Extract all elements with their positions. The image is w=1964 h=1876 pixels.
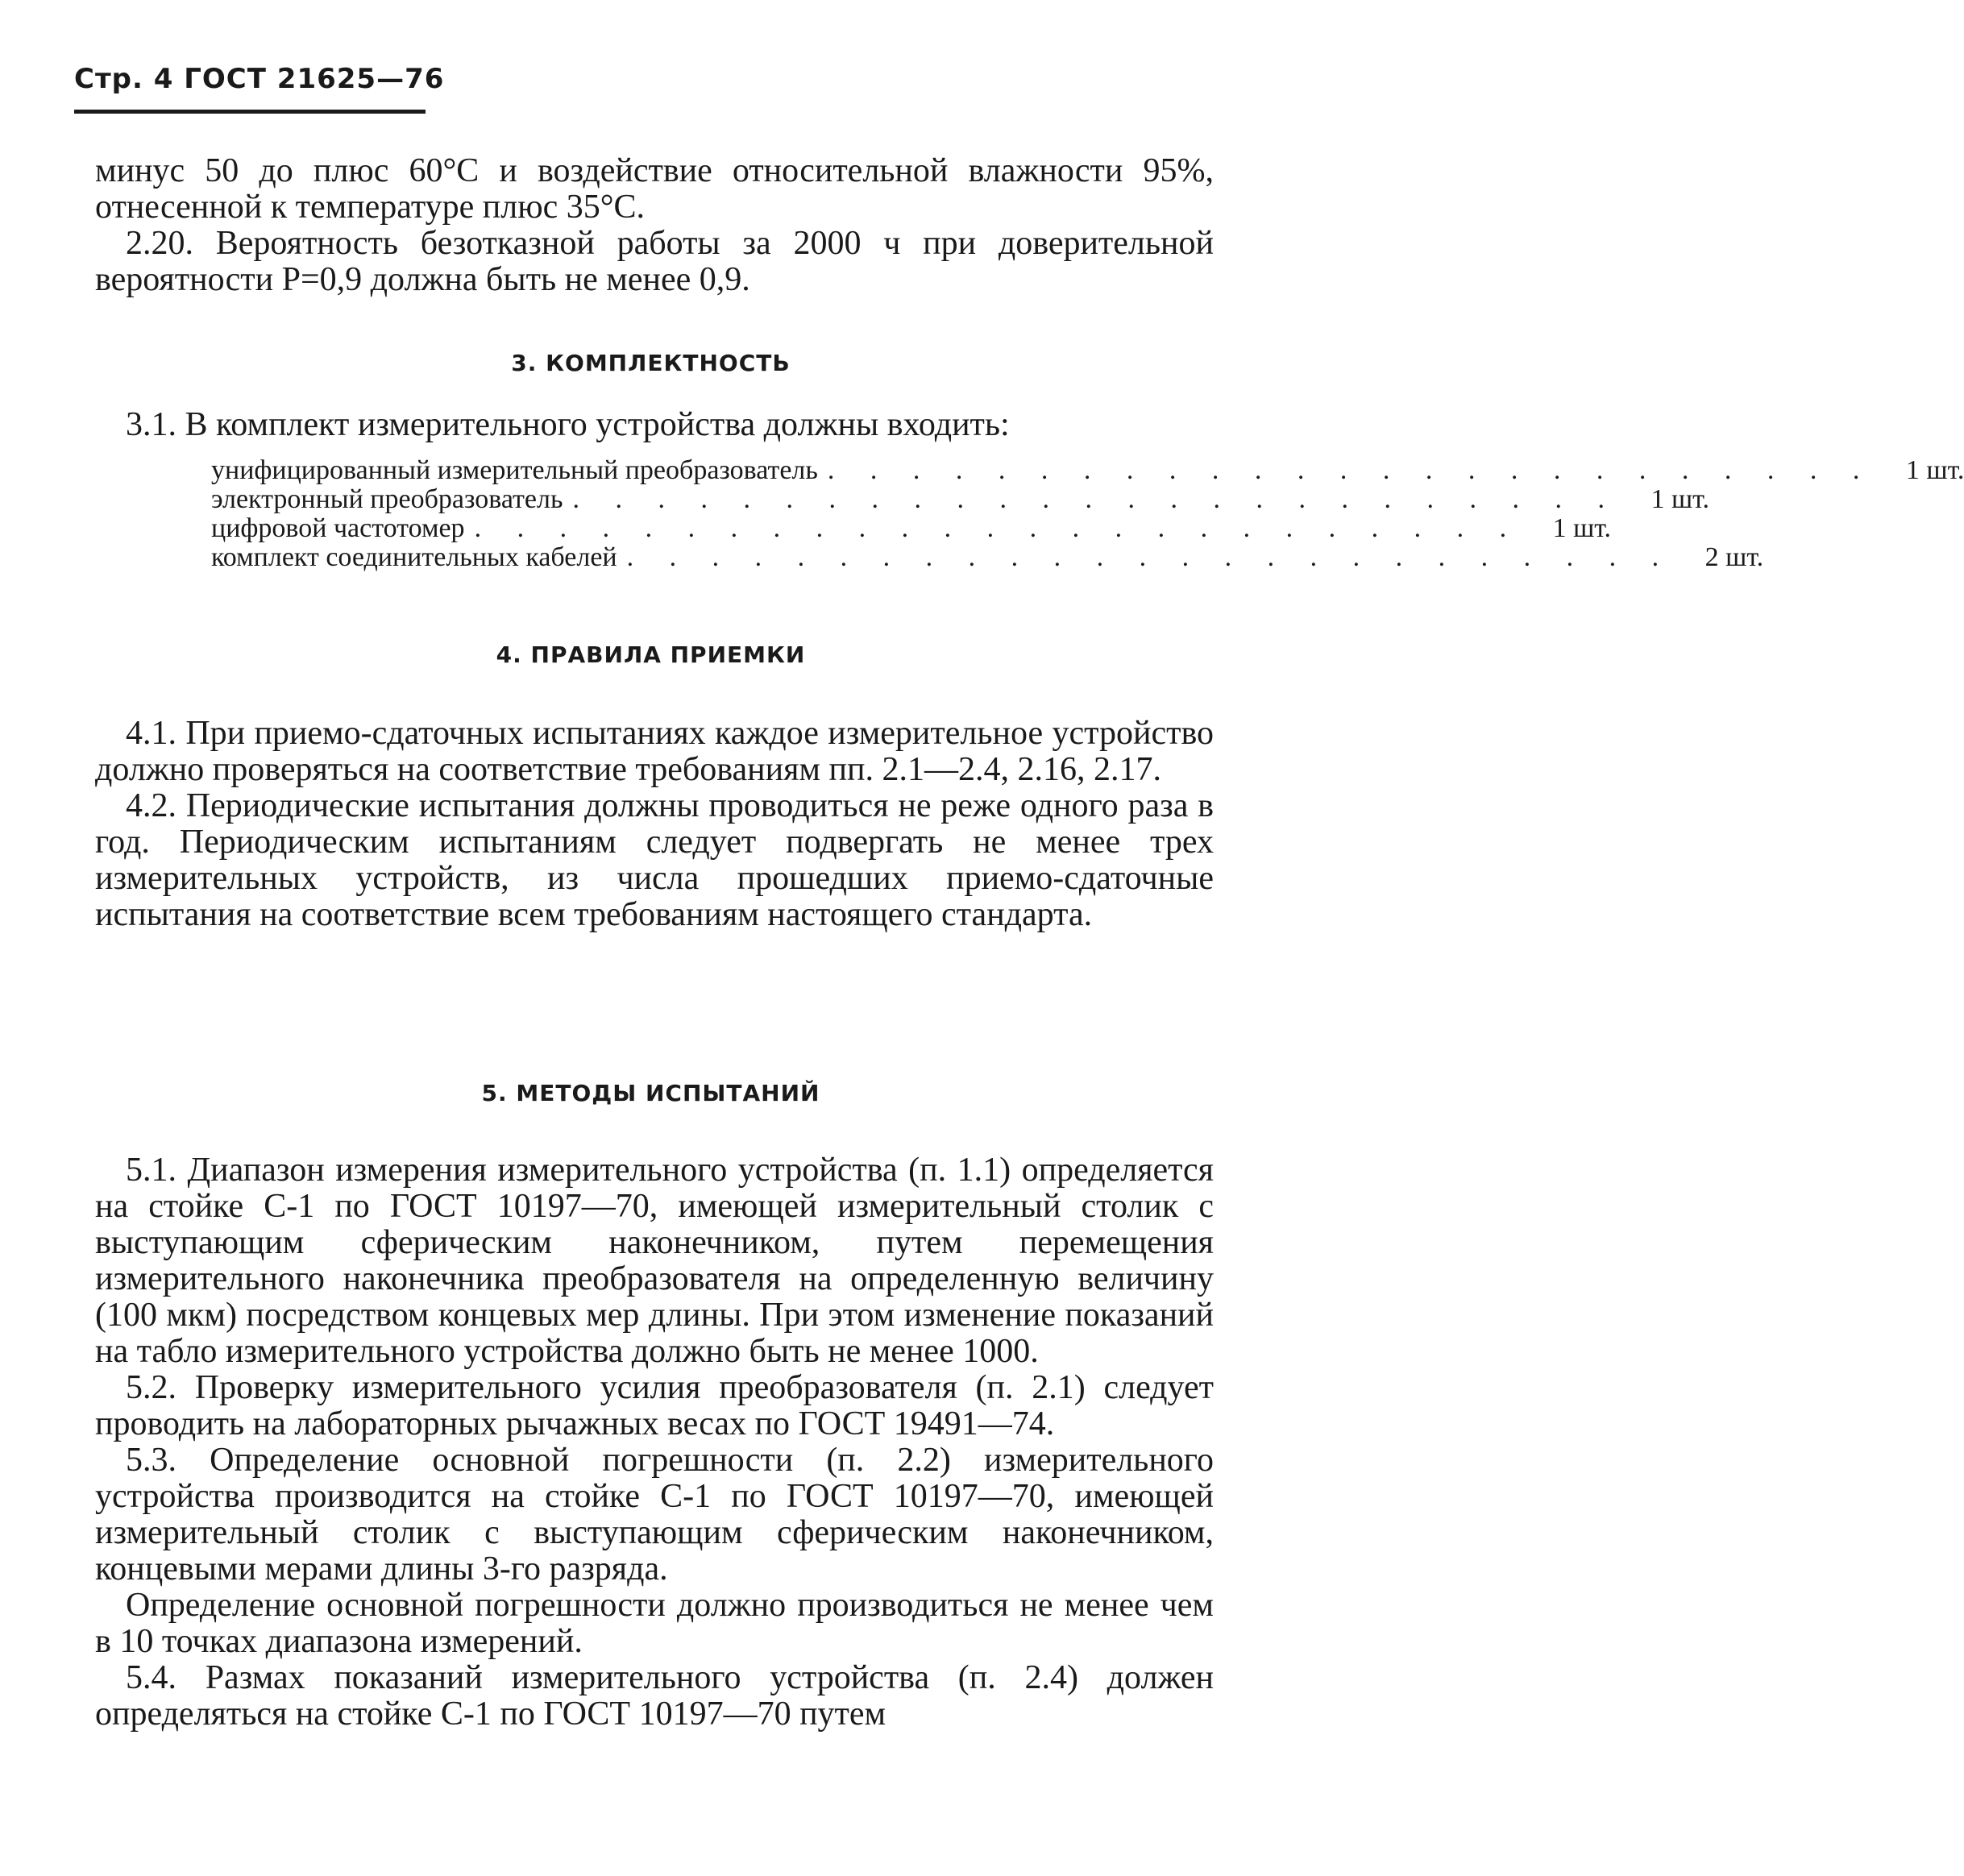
kit-item bbox=[211, 484, 1709, 514]
kit-item bbox=[211, 542, 1764, 572]
kit-items-list bbox=[211, 455, 1964, 572]
paragraph-5-3-note: Определение основной погрешности должно производиться не менее чем в 10 точках диапазона измерений. bbox=[95, 1587, 1214, 1660]
section-2-continuation bbox=[95, 153, 1214, 298]
paragraph-2-20: 2.20. Вероятность безотказной работы за 2000 ч при доверительной вероятности P=0,9 должна быть не менее 0,9. bbox=[95, 225, 1214, 298]
leader-dots: . . . . . . . . . . . . . . . . . . . . . . . . . bbox=[827, 455, 1875, 485]
kit-item bbox=[211, 513, 1612, 543]
paragraph-4-2: 4.2. Периодические испытания должны проводиться не реже одного раза в год. Периодическим испытаниям следует подвергать не менее трех измерительных устройств, из числа прошедших приемо-сдаточные испытания на соответствие всем требованиям настоящего стандарта. bbox=[95, 787, 1214, 933]
paragraph-5-2: 5.2. Проверку измерительного усилия преобразователя (п. 2.1) следует проводить на лабораторных рычажных весах по ГОСТ 19491—74. bbox=[95, 1369, 1214, 1442]
page-header: Стр. 4 ГОСТ 21625—76 bbox=[74, 63, 445, 95]
leader-dots: . . . . . . . . . . . . . . . . . . . . . . . . . bbox=[474, 513, 1522, 543]
paragraph-5-1: 5.1. Диапазон измерения измерительного устройства (п. 1.1) определяется на стойке С-1 по ГОСТ 10197—70, имеющей измерительный столик с выступающим сферическим наконечником, путем перемещения измерительного наконечника преобразователя на определенную величину (100 мкм) посредством концевых мер длины. При этом изменение показаний на табло измерительного устройства должно быть не менее 1000. bbox=[95, 1152, 1214, 1370]
section-3-heading: 3. КОМПЛЕКТНОСТЬ bbox=[511, 350, 791, 376]
leader-dots: . . . . . . . . . . . . . . . . . . . . . . . . . bbox=[626, 542, 1674, 572]
leader-dots: . . . . . . . . . . . . . . . . . . . . . . . . . bbox=[572, 484, 1619, 514]
paragraph-2-19-end: минус 50 до плюс 60°С и воздействие относительной влажности 95%, отнесенной к температуре плюс 35°С. bbox=[95, 152, 1214, 226]
paragraph-5-4: 5.4. Размах показаний измерительного устройства (п. 2.4) должен определяться на стойке С-1 по ГОСТ 10197—70 путем bbox=[95, 1659, 1214, 1733]
section-5-heading: 5. МЕТОДЫ ИСПЫТАНИЙ bbox=[481, 1080, 820, 1106]
kit-item-qty: 2 шт. bbox=[1704, 542, 1764, 572]
section-4-body bbox=[95, 716, 1214, 933]
section-4-heading: 4. ПРАВИЛА ПРИЕМКИ bbox=[496, 641, 806, 668]
paragraph-3-1: 3.1. В комплект измерительного устройства должны входить: bbox=[126, 406, 1010, 443]
kit-item-name: цифровой частотомер bbox=[211, 513, 465, 543]
paragraph-4-1: 4.1. При приемо-сдаточных испытаниях каждое измерительное устройство должно проверяться на соответствие требованиям пп. 2.1—2.4, 2.16, 2.17. bbox=[95, 715, 1214, 788]
kit-item bbox=[211, 455, 1964, 485]
kit-item-qty: 1 шт. bbox=[1552, 513, 1612, 543]
section-3-intro bbox=[95, 407, 1214, 443]
kit-item-qty: 1 шт. bbox=[1651, 484, 1709, 514]
header-rule bbox=[74, 110, 426, 114]
paragraph-5-3: 5.3. Определение основной погрешности (п. 2.2) измерительного устройства производится на стойке С-1 по ГОСТ 10197—70, имеющей измерительный столик с выступающим сферическим наконечником, концевыми мерами длины 3-го разряда. bbox=[95, 1442, 1214, 1588]
kit-item-name: электронный преобразователь bbox=[211, 484, 563, 514]
kit-item-qty: 1 шт. bbox=[1905, 455, 1964, 485]
kit-item-name: унифицированный измерительный преобразователь bbox=[211, 455, 818, 485]
kit-item-name: комплект соединительных кабелей bbox=[211, 542, 617, 572]
section-5-body bbox=[95, 1152, 1214, 1733]
